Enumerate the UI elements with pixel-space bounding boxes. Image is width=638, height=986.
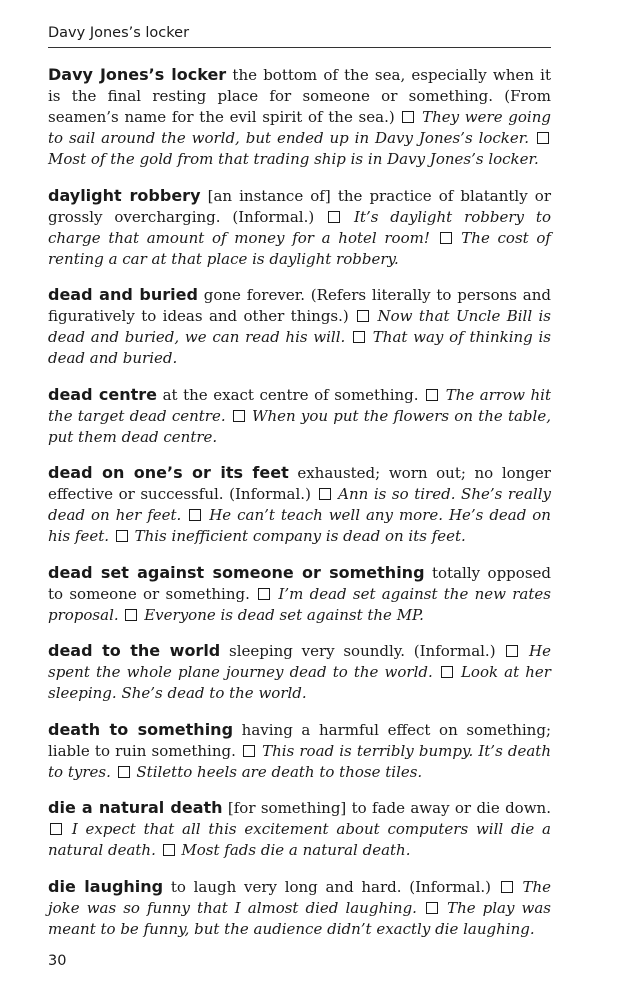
example: This inefficient company is dead on its feet. — [134, 527, 466, 545]
example: The joke was so funny that I almost died laughing. — [48, 877, 552, 917]
example: He spent the whole plane journey dead to the world. — [48, 642, 551, 681]
definition: the bottom of the sea, especially when it is the final resting place for someone or something. (From seamen’s name for the evil spirit of the sea.) — [48, 66, 551, 126]
definition: the practice of blatantly or grossly overcharging. (Informal.) — [48, 186, 551, 226]
example-separator-icon — [328, 211, 340, 223]
example: Now that Uncle Bill is dead and buried, we can read his will. — [48, 307, 551, 346]
example-separator-icon — [163, 844, 175, 856]
example-separator-icon — [319, 488, 331, 500]
header-rule — [48, 47, 551, 48]
example: The play was meant to be funny, but the audience didn’t exactly die laughing. — [48, 898, 551, 938]
example: When you put the flowers on the table, put them dead centre. — [48, 406, 551, 446]
example: Ann is so tired. She’s really dead on her feet. — [48, 485, 551, 524]
example-separator-icon — [426, 902, 438, 914]
headword: daylight robbery — [48, 185, 201, 205]
example-separator-icon — [118, 766, 130, 778]
example-separator-icon — [506, 645, 518, 657]
headword: death to something — [48, 719, 234, 739]
example: I expect that all this excitement about computers will die a natural death. — [48, 820, 551, 859]
headword: die a natural death — [48, 798, 223, 817]
headword: dead and buried — [48, 285, 198, 304]
definition: having a harmful effect on something; liable to ruin something. — [48, 720, 551, 760]
example: Most of the gold from that trading ship is in Davy Jones’s locker. — [48, 150, 539, 168]
definition: sleeping very soundly. (Informal.) — [229, 642, 496, 660]
entry-list — [48, 64, 551, 954]
example-separator-icon — [116, 530, 128, 542]
example: It’s daylight robbery to charge that amount of money for a hotel room! — [48, 207, 551, 247]
dictionary-entry — [48, 384, 551, 448]
running-head: Davy Jones’s locker — [48, 25, 190, 41]
dictionary-entry — [48, 876, 551, 940]
example-separator-icon — [50, 823, 62, 835]
example-separator-icon — [537, 132, 549, 144]
headword: die laughing — [48, 876, 164, 896]
example: The arrow hit the target dead centre. — [48, 385, 551, 425]
bracket-note: [an instance of] — [207, 186, 331, 205]
example-separator-icon — [441, 666, 453, 678]
dictionary-entry — [48, 64, 551, 170]
bracket-note: [for something] — [227, 799, 347, 817]
headword: Davy Jones’s locker — [48, 65, 227, 84]
dictionary-entry — [48, 562, 551, 626]
dictionary-entry — [48, 284, 551, 369]
definition: to fade away or die down. — [351, 799, 551, 817]
example-separator-icon — [258, 588, 270, 600]
example: Most fads die a natural death. — [181, 841, 411, 859]
page-number: 30 — [48, 953, 67, 969]
dictionary-entry — [48, 719, 551, 783]
example-separator-icon — [426, 389, 438, 401]
headword: dead set against someone or something — [48, 562, 425, 582]
example: He can’t teach well any more. He’s dead on his feet. — [48, 506, 551, 545]
definition: to laugh very long and hard. (Informal.) — [170, 877, 492, 896]
example: This road is terribly bumpy. It’s death to tyres. — [48, 741, 551, 781]
example-separator-icon — [402, 111, 414, 123]
example: That way of thinking is dead and buried. — [48, 328, 551, 367]
headword: dead centre — [48, 384, 158, 404]
example-separator-icon — [353, 331, 365, 343]
dictionary-entry — [48, 640, 551, 704]
example: Everyone is dead set against the MP. — [144, 605, 424, 624]
headword: dead on one’s or its feet — [48, 463, 289, 482]
example-separator-icon — [125, 609, 137, 621]
example: I’m dead set against the new rates proposal. — [48, 584, 551, 624]
definition: gone forever. (Refers literally to persons and figuratively to ideas and other things.) — [48, 286, 552, 325]
headword: dead to the world — [48, 641, 221, 660]
definition: totally opposed to someone or something. — [48, 563, 551, 603]
example: They were going to sail around the world, but ended up in Davy Jones’s locker. — [48, 108, 551, 147]
example: The cost of renting a car at that place is daylight robbery. — [48, 228, 551, 268]
example-separator-icon — [233, 410, 245, 422]
example-separator-icon — [501, 881, 513, 893]
definition: exhausted; worn out; no longer effective or successful. (Informal.) — [48, 464, 551, 503]
example-separator-icon — [243, 745, 255, 757]
example: Look at her sleeping. She’s dead to the world. — [48, 663, 551, 702]
example-separator-icon — [189, 509, 201, 521]
dictionary-entry — [48, 185, 551, 270]
dictionary-entry — [48, 462, 551, 547]
example: Stiletto heels are death to those tiles. — [136, 762, 423, 781]
example-separator-icon — [357, 310, 369, 322]
dictionary-entry — [48, 797, 551, 861]
example-separator-icon — [440, 232, 452, 244]
definition: at the exact centre of something. — [162, 385, 419, 404]
